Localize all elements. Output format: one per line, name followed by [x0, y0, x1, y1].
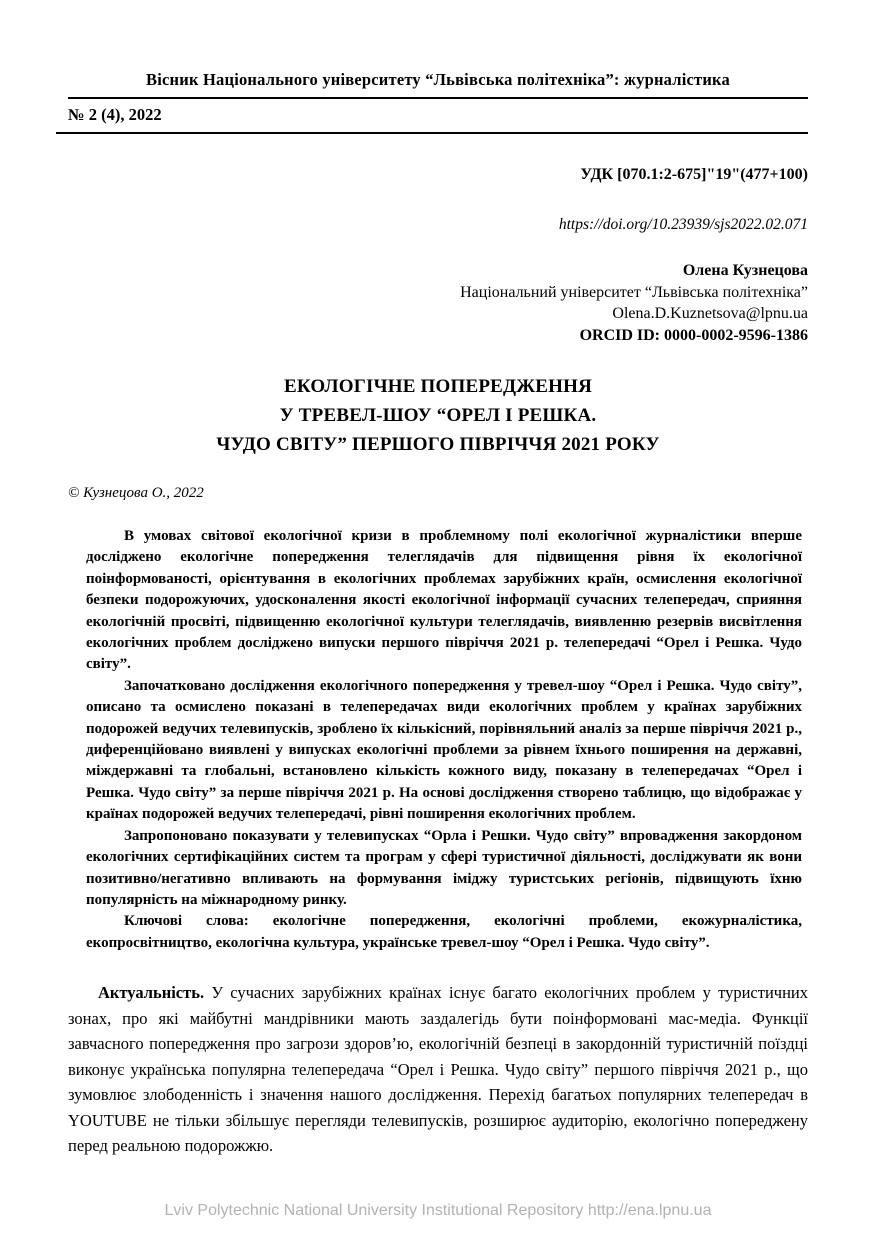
- article-title-line-2: У ТРЕВЕЛ-ШОУ “ОРЕЛ І РЕШКА.: [279, 405, 597, 426]
- udc-code: УДК [070.1:2-675]"19"(477+100): [580, 166, 808, 183]
- article-title-line-1: ЕКОЛОГІЧНЕ ПОПЕРЕДЖЕННЯ: [283, 376, 593, 397]
- article-body: [68, 980, 808, 1159]
- abstract: [86, 526, 802, 954]
- author-block: [68, 260, 808, 346]
- author-affiliation: Національний університет “Львівська політехніка”: [460, 283, 808, 301]
- repository-footer: Lviv Polytechnic National University Institutional Repository http://ena.lpnu.ua: [164, 1202, 712, 1219]
- author-name: Олена Кузнецова: [682, 262, 808, 279]
- author-email[interactable]: Olena.D.Kuznetsova@lpnu.ua: [612, 305, 808, 322]
- abstract-keywords: Ключові слова: екологічне попередження, екологічні проблеми, екожурналістика, екопросвітництво, екологічна культура, українське тревел-шоу “Орел і Решка. Чудо світу”.: [86, 913, 802, 951]
- body-paragraph: [68, 980, 808, 1159]
- article-title: [68, 372, 808, 459]
- author-orcid: ORCID ID: 0000-0002-9596-1386: [579, 326, 808, 344]
- doi-link[interactable]: https://doi.org/10.23939/sjs2022.02.071: [558, 216, 808, 233]
- section-heading-relevance: Актуальність.: [98, 983, 205, 1003]
- issue-number: № 2 (4), 2022: [56, 99, 808, 134]
- body-paragraph-text: У сучасних зарубіжних країнах існує багато екологічних проблем у туристичних зонах, про які майбутні мандрівники мають заздалегідь бути поінформовані мас-медіа. Функції завчасного попередження про загрози здоров’ю, екологічній безпеці в закордонній туристичній поїздці виконує українська популярна телепередача “Орел і Решка. Чудо світу” першого півріччя 2021 р., що зумовлює злободенність і значення нашого дослідження. Перехід багатьох популярних телепередач в YOUTUBE не тільки збільшує перегляди телевипусків, розширює аудиторію, екологічно попереджену перед реальною подорожжю.: [68, 983, 808, 1156]
- abstract-paragraph: В умовах світової екологічної кризи в проблемному полі екологічної журналістики вперше досліджено екологічне попередження телеглядачів для підвищення рівня їх екологічної поінформованості, орієнтування в екологічних проблемах зарубіжних країн, осмислення екологічної безпеки подорожуючих, удосконалення якості екологічної інформації сучасних телепередач, сприяння екологічній просвіті, підвищенню екологічної культури телеглядачів, виявленню резервів висвітлення екологічних проблем досліджено випуски першого півріччя 2021 р. телепередачі “Орел і Решка. Чудо світу”.: [86, 528, 802, 673]
- copyright-notice: © Кузнецова О., 2022: [68, 485, 204, 501]
- article-title-line-3: ЧУДО СВІТУ” ПЕРШОГО ПІВРІЧЧЯ 2021 РОКУ: [216, 434, 660, 455]
- journal-title: Вісник Національного університету “Львівська політехніка”: журналістика: [68, 70, 808, 99]
- abstract-paragraph: Започатковано дослідження екологічного попередження у тревел-шоу “Орел і Решка. Чудо світу”, описано та осмислено показані в телепередачах види екологічних проблем у країнах зарубіжних подорожей ведучих телевипусків, зроблено їх кількісний, порівняльний аналіз за перше півріччя 2021 р., диференційовано виявлені у випусках екологічні проблеми за рівнем їхнього поширення на державні, міждержавні та глобальні, встановлено кількість кожного виду, показану в телепередачах “Орел і Решка. Чудо світу” за перше півріччя 2021 р. На основі дослідження створено таблицю, що відображає у країнах подорожей ведучих телепередачі, рівні поширення екологічних проблем.: [86, 677, 802, 823]
- abstract-paragraph: Запропоновано показувати у телевипусках “Орла і Решки. Чудо світу” впровадження закордоном екологічних сертифікаційних систем та програм у сфері туристичної діяльності, досліджувати як вони позитивно/негативно впливають на формування іміджу туристських регіонів, підвищують їхню популярність на міжнародному ринку.: [86, 827, 802, 908]
